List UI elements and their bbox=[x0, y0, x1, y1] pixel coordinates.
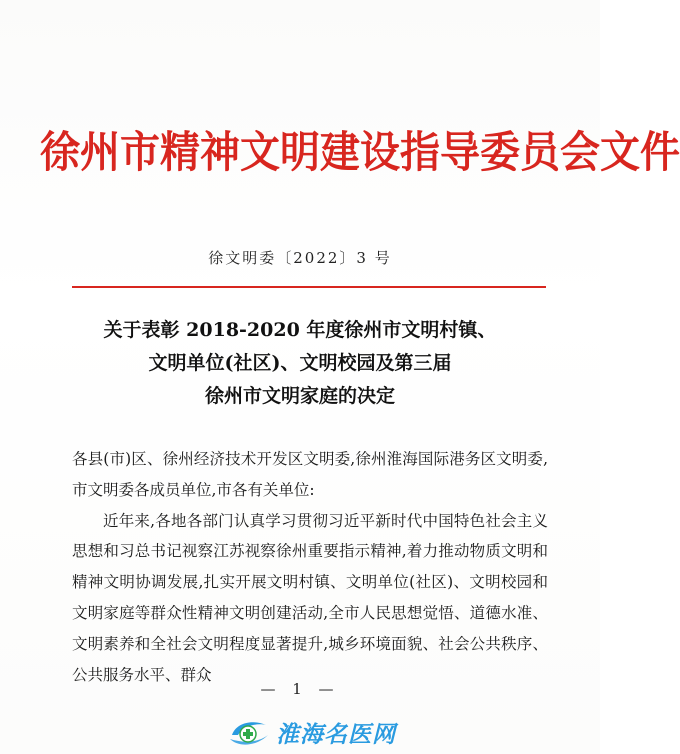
document-title bbox=[60, 314, 540, 413]
red-divider-line bbox=[72, 286, 546, 288]
title-line-2: 文明单位(社区)、文明校园及第三届 bbox=[148, 352, 452, 374]
medical-cross-logo-icon bbox=[228, 717, 270, 747]
body-paragraph-1: 近年来,各地各部门认真学习贯彻习近平新时代中国特色社会主义思想和习总书记视察江苏视察徐州重要指示精神,着力推动物质文明和精神文明协调发展,扎实开展文明村镇、文明单位(社区)、文明校园和文明家庭等群众性精神文明创建活动,全市人民思想觉悟、道德水准、文明素养和全社会文明程度显著提升,城乡环境面貌、社会公共秩序、公共服务水平、群众 bbox=[72, 511, 548, 684]
issuer-header: 徐州市精神文明建设指导委员会文件 bbox=[40, 127, 680, 178]
watermark-text: 淮海名医网 bbox=[276, 721, 396, 748]
title-line-1: 关于表彰 2018-2020 年度徐州市文明村镇、 bbox=[103, 319, 497, 341]
title-line-3: 徐州市文明家庭的决定 bbox=[204, 385, 395, 407]
document-body bbox=[72, 444, 548, 690]
document-number: 徐文明委〔2022〕3 号 bbox=[208, 249, 392, 267]
site-watermark bbox=[228, 714, 408, 750]
page-number: — 1 — bbox=[260, 680, 340, 698]
salutation: 各县(市)区、徐州经济技术开发区文明委,徐州淮海国际港务区文明委,市文明委各成员单位,市各有关单位: bbox=[72, 450, 548, 499]
